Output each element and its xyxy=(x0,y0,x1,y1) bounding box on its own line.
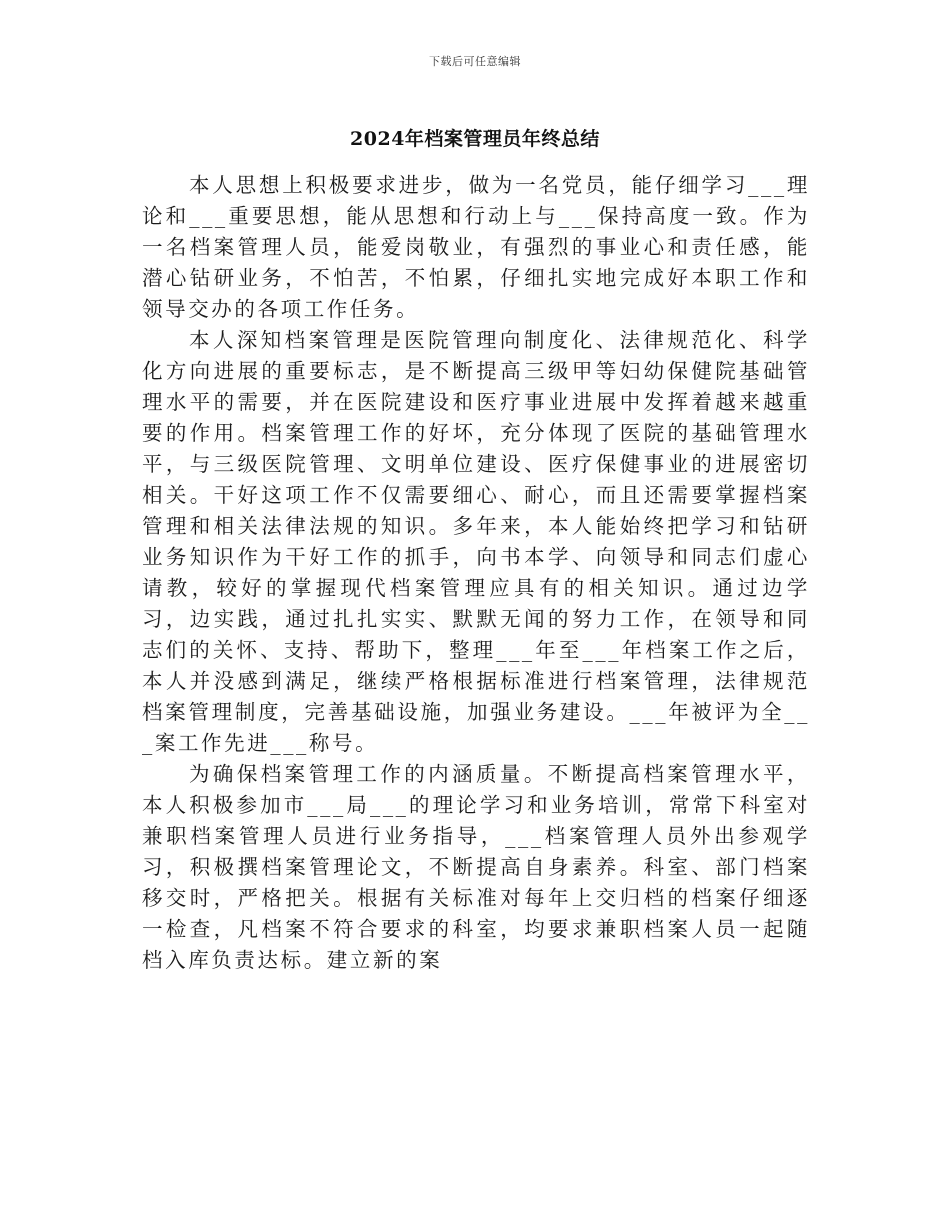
page-header-note: 下载后可任意编辑 xyxy=(429,55,521,68)
paragraph-3: 为确保档案管理工作的内涵质量。不断提高档案管理水平，本人积极参加市___局___的理论学习和业务培训，常常下科室对兼职档案管理人员进行业务指导，___档案管理人员外出参观学习，积极撰档案管理论文，不断提高自身素养。科室、部门档案移交时，严格把关。根据有关标准对每年上交归档的档案仔细逐一检查，凡档案不符合要求的科室，均要求兼职档案人员一起随档入库负责达标。建立新的案 xyxy=(142,762,810,972)
paragraph-2: 本人深知档案管理是医院管理向制度化、法律规范化、科学化方向进展的重要标志，是不断提高三级甲等妇幼保健院基础管理水平的需要，并在医院建设和医疗事业进展中发挥着越来越重要的作用。档案管理工作的好坏，充分体现了医院的基础管理水平，与三级医院管理、文明单位建设、医疗保健事业的进展密切相关。干好这项工作不仅需要细心、耐心，而且还需要掌握档案管理和相关法律法规的知识。多年来，本人能始终把学习和钻研业务知识作为干好工作的抓手，向书本学、向领导和同志们虚心请教，较好的掌握现代档案管理应具有的相关知识。通过边学习，边实践，通过扎扎实实、默默无闻的努力工作，在领导和同志们的关怀、支持、帮助下，整理___年至___年档案工作之后，本人并没感到满足，继续严格根据标准进行档案管理，法律规范档案管理制度，完善基础设施，加强业务建设。___年被评为全___案工作先进___称号。 xyxy=(142,328,810,755)
document-title: 2024年档案管理员年终总结 xyxy=(350,128,600,150)
document-body xyxy=(142,170,810,976)
paragraph-1: 本人思想上积极要求进步，做为一名党员，能仔细学习___理论和___重要思想，能从思想和行动上与___保持高度一致。作为一名档案管理人员，能爱岗敬业，有强烈的事业心和责任感，能潜心钻研业务，不怕苦，不怕累，仔细扎实地完成好本职工作和领导交办的各项工作任务。 xyxy=(142,173,810,321)
